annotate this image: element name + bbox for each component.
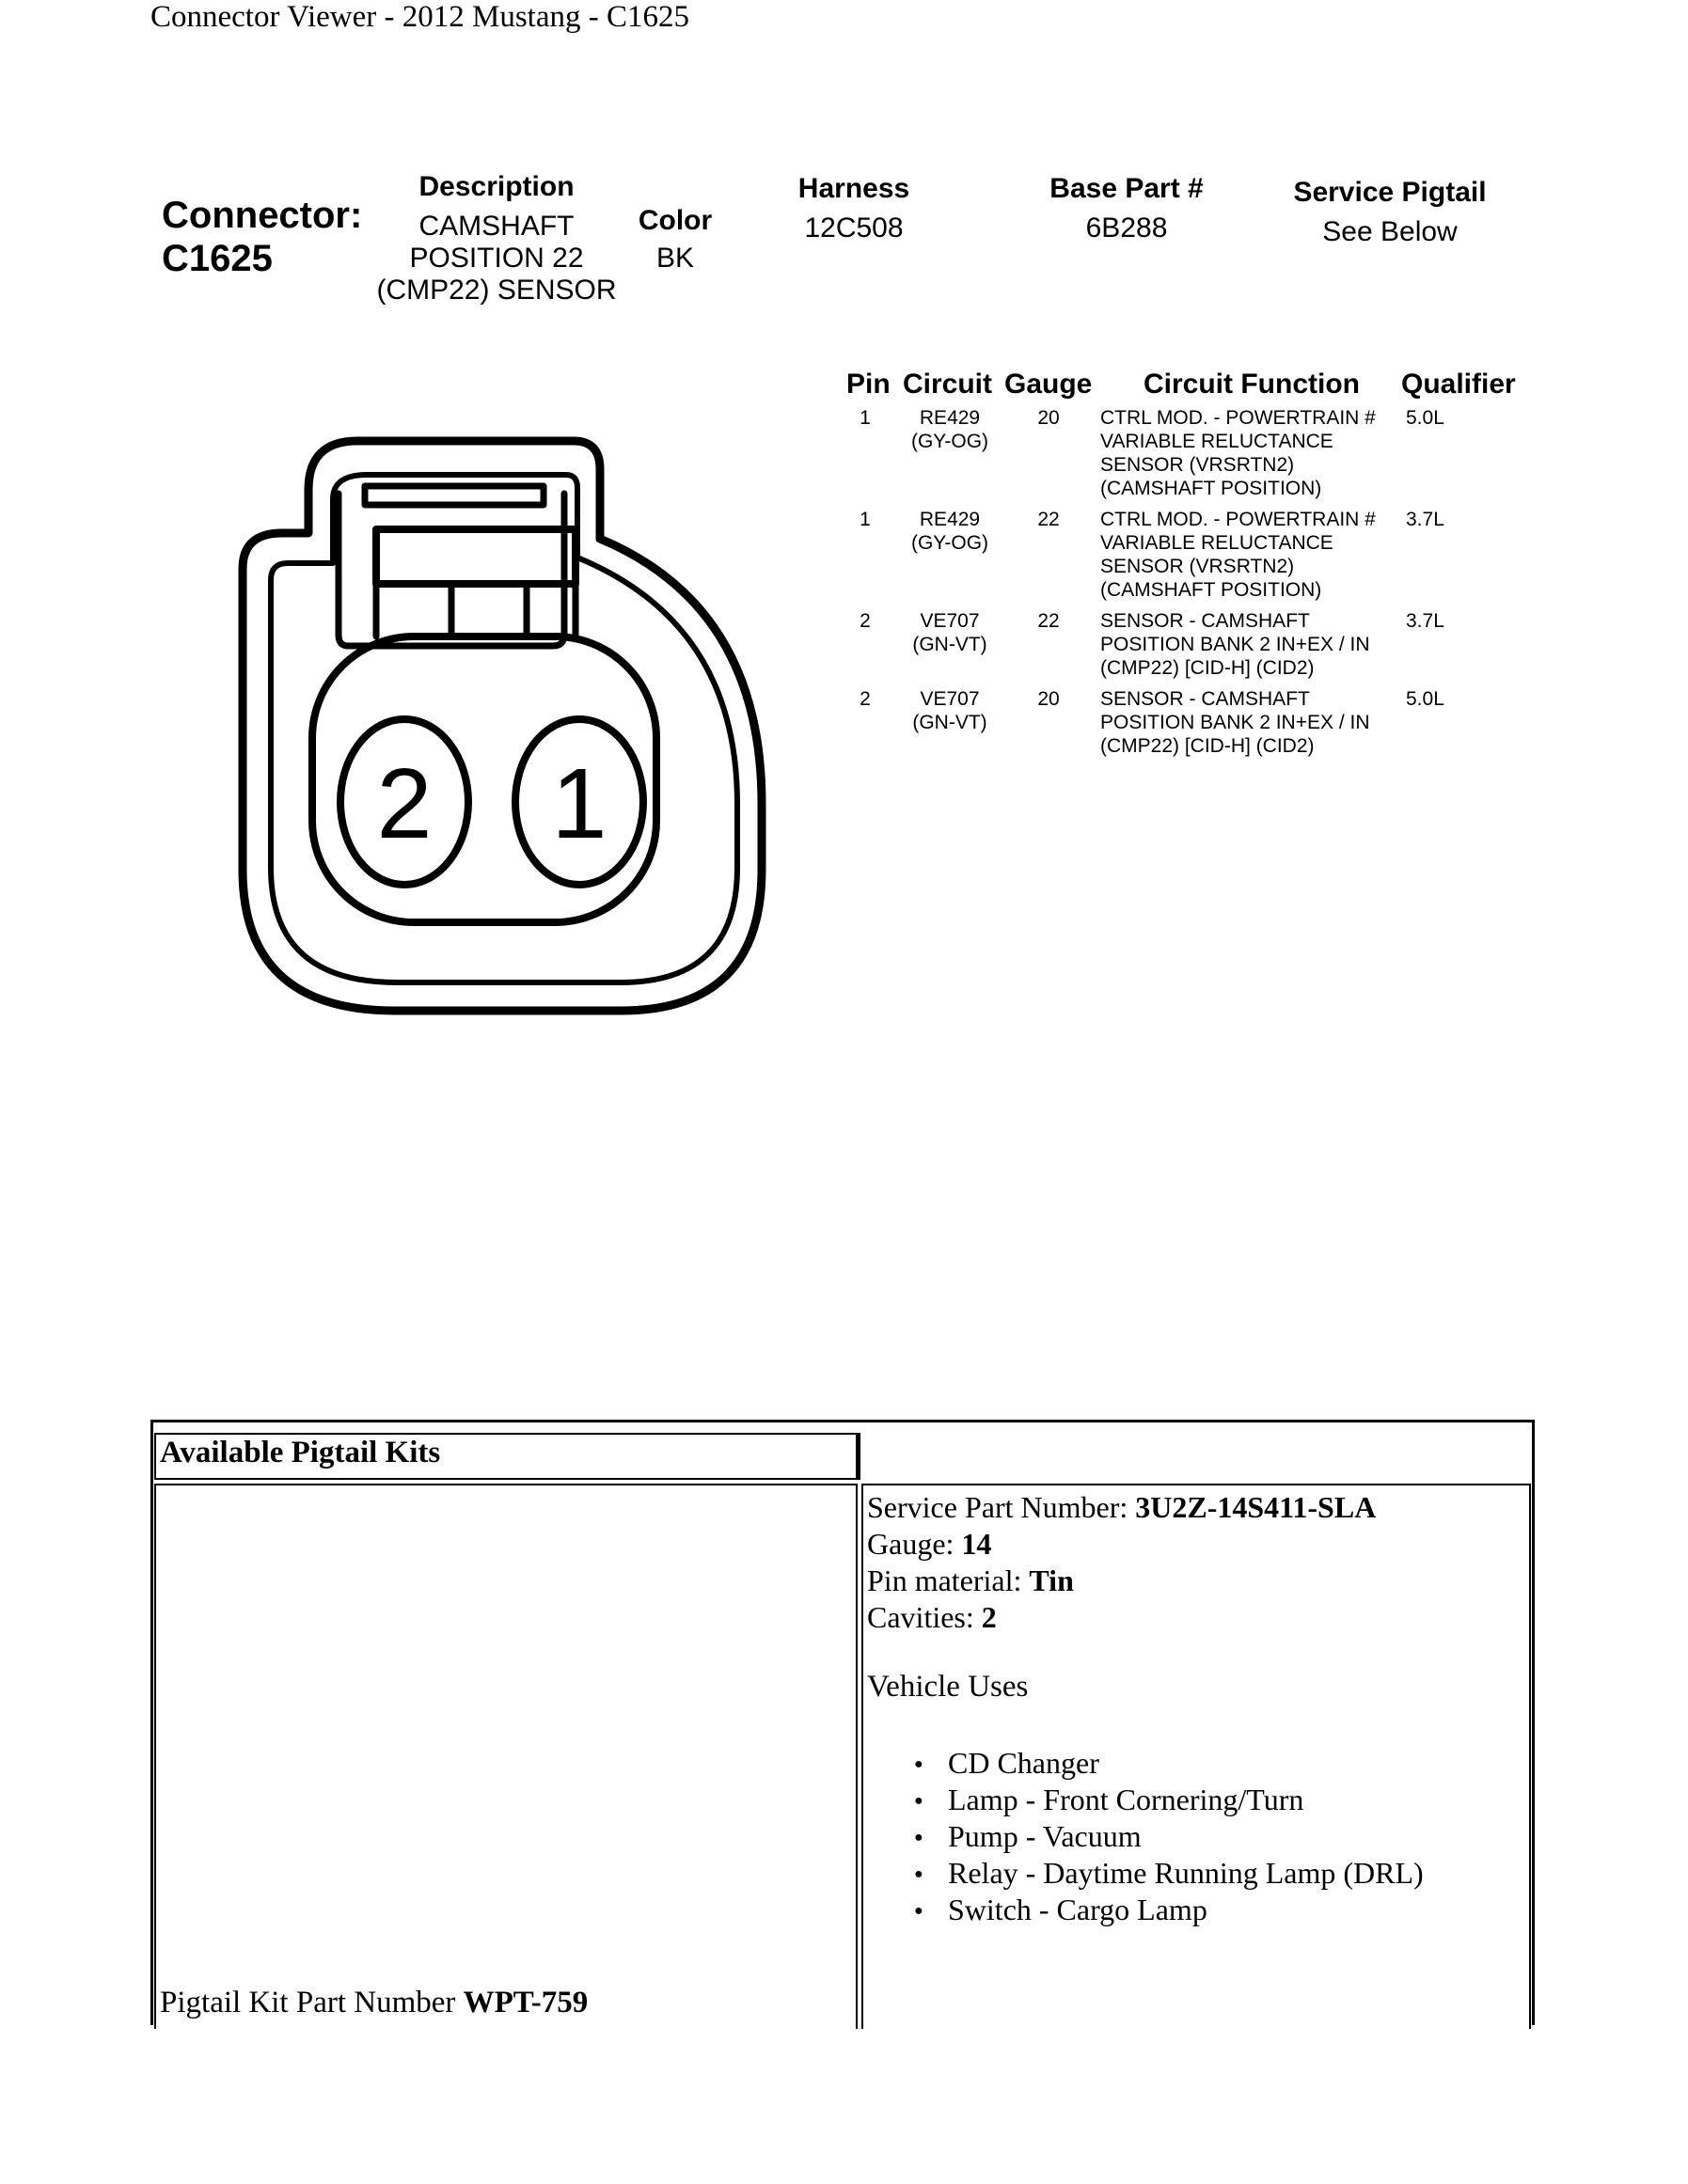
- harness-label: Harness: [797, 173, 910, 204]
- function-line: VARIABLE RELUCTANCE: [1100, 532, 1333, 554]
- locking-tab-top: [365, 486, 544, 505]
- circuit-id: VE707: [920, 688, 980, 710]
- function-line: SENSOR (VRSRTN2): [1100, 454, 1295, 476]
- connector-label: [162, 194, 362, 280]
- pigtail-title-right-cell: [858, 1433, 1531, 1480]
- color-label: Color: [638, 205, 713, 236]
- function-line: (CAMSHAFT POSITION): [1100, 579, 1322, 601]
- list-item: ● Relay - Daytime Running Lamp (DRL): [914, 1855, 1424, 1892]
- base-part-value: 6B288: [1085, 212, 1168, 244]
- function-line: (CMP22) [CID-H] (CID2): [1100, 657, 1315, 679]
- service-part-number: [867, 1489, 1376, 1526]
- kit-part-value: WPT-759: [463, 1986, 589, 2019]
- description-line: (CMP22) SENSOR: [376, 275, 617, 306]
- function-line: POSITION BANK 2 IN+EX / IN: [1100, 712, 1370, 733]
- circuit-id: VE707: [920, 610, 980, 632]
- gauge-cell: 22: [1037, 610, 1060, 632]
- function-line: SENSOR (VRSRTN2): [1100, 556, 1295, 577]
- list-item: ● Pump - Vacuum: [914, 1818, 1424, 1855]
- function-line: CTRL MOD. - POWERTRAIN #: [1100, 509, 1376, 530]
- cavities-value: 2: [981, 1600, 997, 1634]
- function-cell: [1100, 406, 1401, 500]
- description-value: [365, 211, 628, 306]
- function-cell: [1100, 508, 1401, 602]
- gauge-header: Gauge: [1004, 369, 1093, 400]
- list-item: ● Lamp - Front Cornering/Turn: [914, 1782, 1424, 1818]
- qualifier-cell: 3.7L: [1406, 509, 1444, 530]
- list-item: ● CD Changer: [914, 1745, 1424, 1782]
- color-value: BK: [655, 243, 695, 274]
- pin-number: 2: [860, 688, 871, 710]
- circuit-cell: [893, 609, 1006, 656]
- pigtail-title: Available Pigtail Kits: [160, 1436, 441, 1469]
- circuit-color: (GN-VT): [912, 634, 987, 655]
- connector-face-diagram: [226, 428, 790, 1029]
- gauge-value: 14: [961, 1527, 992, 1561]
- circuit-cell: [893, 508, 1006, 555]
- description-line: POSITION 22: [409, 243, 584, 274]
- pigtail-kit-part-number: [160, 1986, 588, 2020]
- pin-number: 1: [860, 407, 871, 429]
- base-part-label: Base Part #: [1049, 173, 1204, 204]
- kit-part-label: Pigtail Kit Part Number: [160, 1986, 464, 2019]
- pin-label-2: 2: [376, 748, 433, 859]
- service-part-label: Service Part Number:: [867, 1490, 1136, 1524]
- qualifier-cell: 3.7L: [1406, 610, 1444, 632]
- gauge-cell: 22: [1037, 509, 1060, 530]
- list-item: ● Switch - Cargo Lamp: [914, 1892, 1424, 1928]
- circuit-id: RE429: [919, 509, 981, 530]
- service-pigtail-value: See Below: [1322, 216, 1458, 247]
- circuit-header: Circuit: [903, 369, 993, 400]
- circuit-color: (GY-OG): [910, 431, 989, 452]
- description-label: Description: [418, 171, 575, 202]
- circuit-cell: [893, 406, 1006, 453]
- qualifier-header: Qualifier: [1401, 369, 1516, 400]
- function-line: VARIABLE RELUCTANCE: [1100, 431, 1333, 452]
- pigtail-gauge: [867, 1526, 991, 1563]
- pin-number: 1: [860, 509, 871, 530]
- function-line: CTRL MOD. - POWERTRAIN #: [1100, 407, 1376, 429]
- cavities-label: Cavities:: [867, 1600, 982, 1634]
- latch-bar: [376, 529, 576, 584]
- vehicle-uses-list: [914, 1745, 1424, 1928]
- gauge-cell: 20: [1037, 688, 1060, 710]
- qualifier-cell: 5.0L: [1406, 407, 1444, 429]
- circuit-function-header: Circuit Function: [1144, 369, 1360, 400]
- circuit-color: (GN-VT): [912, 712, 987, 733]
- pigtail-image-cell: [154, 1484, 858, 2029]
- service-part-value: 3U2Z-14S411-SLA: [1135, 1490, 1377, 1524]
- connector-label-line1: Connector:: [162, 195, 363, 236]
- circuit-id: RE429: [919, 407, 981, 429]
- description-line: CAMSHAFT: [418, 211, 575, 242]
- function-line: SENSOR - CAMSHAFT: [1100, 610, 1310, 632]
- pin-material-label: Pin material:: [867, 1563, 1030, 1597]
- function-line: (CMP22) [CID-H] (CID2): [1100, 735, 1315, 757]
- vehicle-uses-label: Vehicle Uses: [867, 1670, 1029, 1704]
- function-cell: [1100, 687, 1401, 758]
- function-line: POSITION BANK 2 IN+EX / IN: [1100, 634, 1370, 655]
- pin-material-value: Tin: [1029, 1563, 1074, 1597]
- service-pigtail-label: Service Pigtail: [1293, 177, 1487, 208]
- latch-dividers: [376, 584, 576, 636]
- harness-value: 12C508: [804, 212, 904, 244]
- page-title: Connector Viewer - 2012 Mustang - C1625: [150, 0, 689, 34]
- cavities: [867, 1599, 997, 1636]
- pin-material: [867, 1563, 1074, 1599]
- circuit-cell: [893, 687, 1006, 734]
- circuit-color: (GY-OG): [910, 532, 989, 554]
- pin-number: 2: [860, 610, 871, 632]
- connector-id: C1625: [162, 238, 273, 279]
- gauge-label: Gauge:: [867, 1527, 962, 1561]
- function-line: (CAMSHAFT POSITION): [1100, 478, 1322, 499]
- pin-header: Pin: [846, 369, 891, 400]
- function-cell: [1100, 609, 1401, 680]
- gauge-cell: 20: [1037, 407, 1060, 429]
- qualifier-cell: 5.0L: [1406, 688, 1444, 710]
- function-line: SENSOR - CAMSHAFT: [1100, 688, 1310, 710]
- pin-label-1: 1: [551, 748, 607, 859]
